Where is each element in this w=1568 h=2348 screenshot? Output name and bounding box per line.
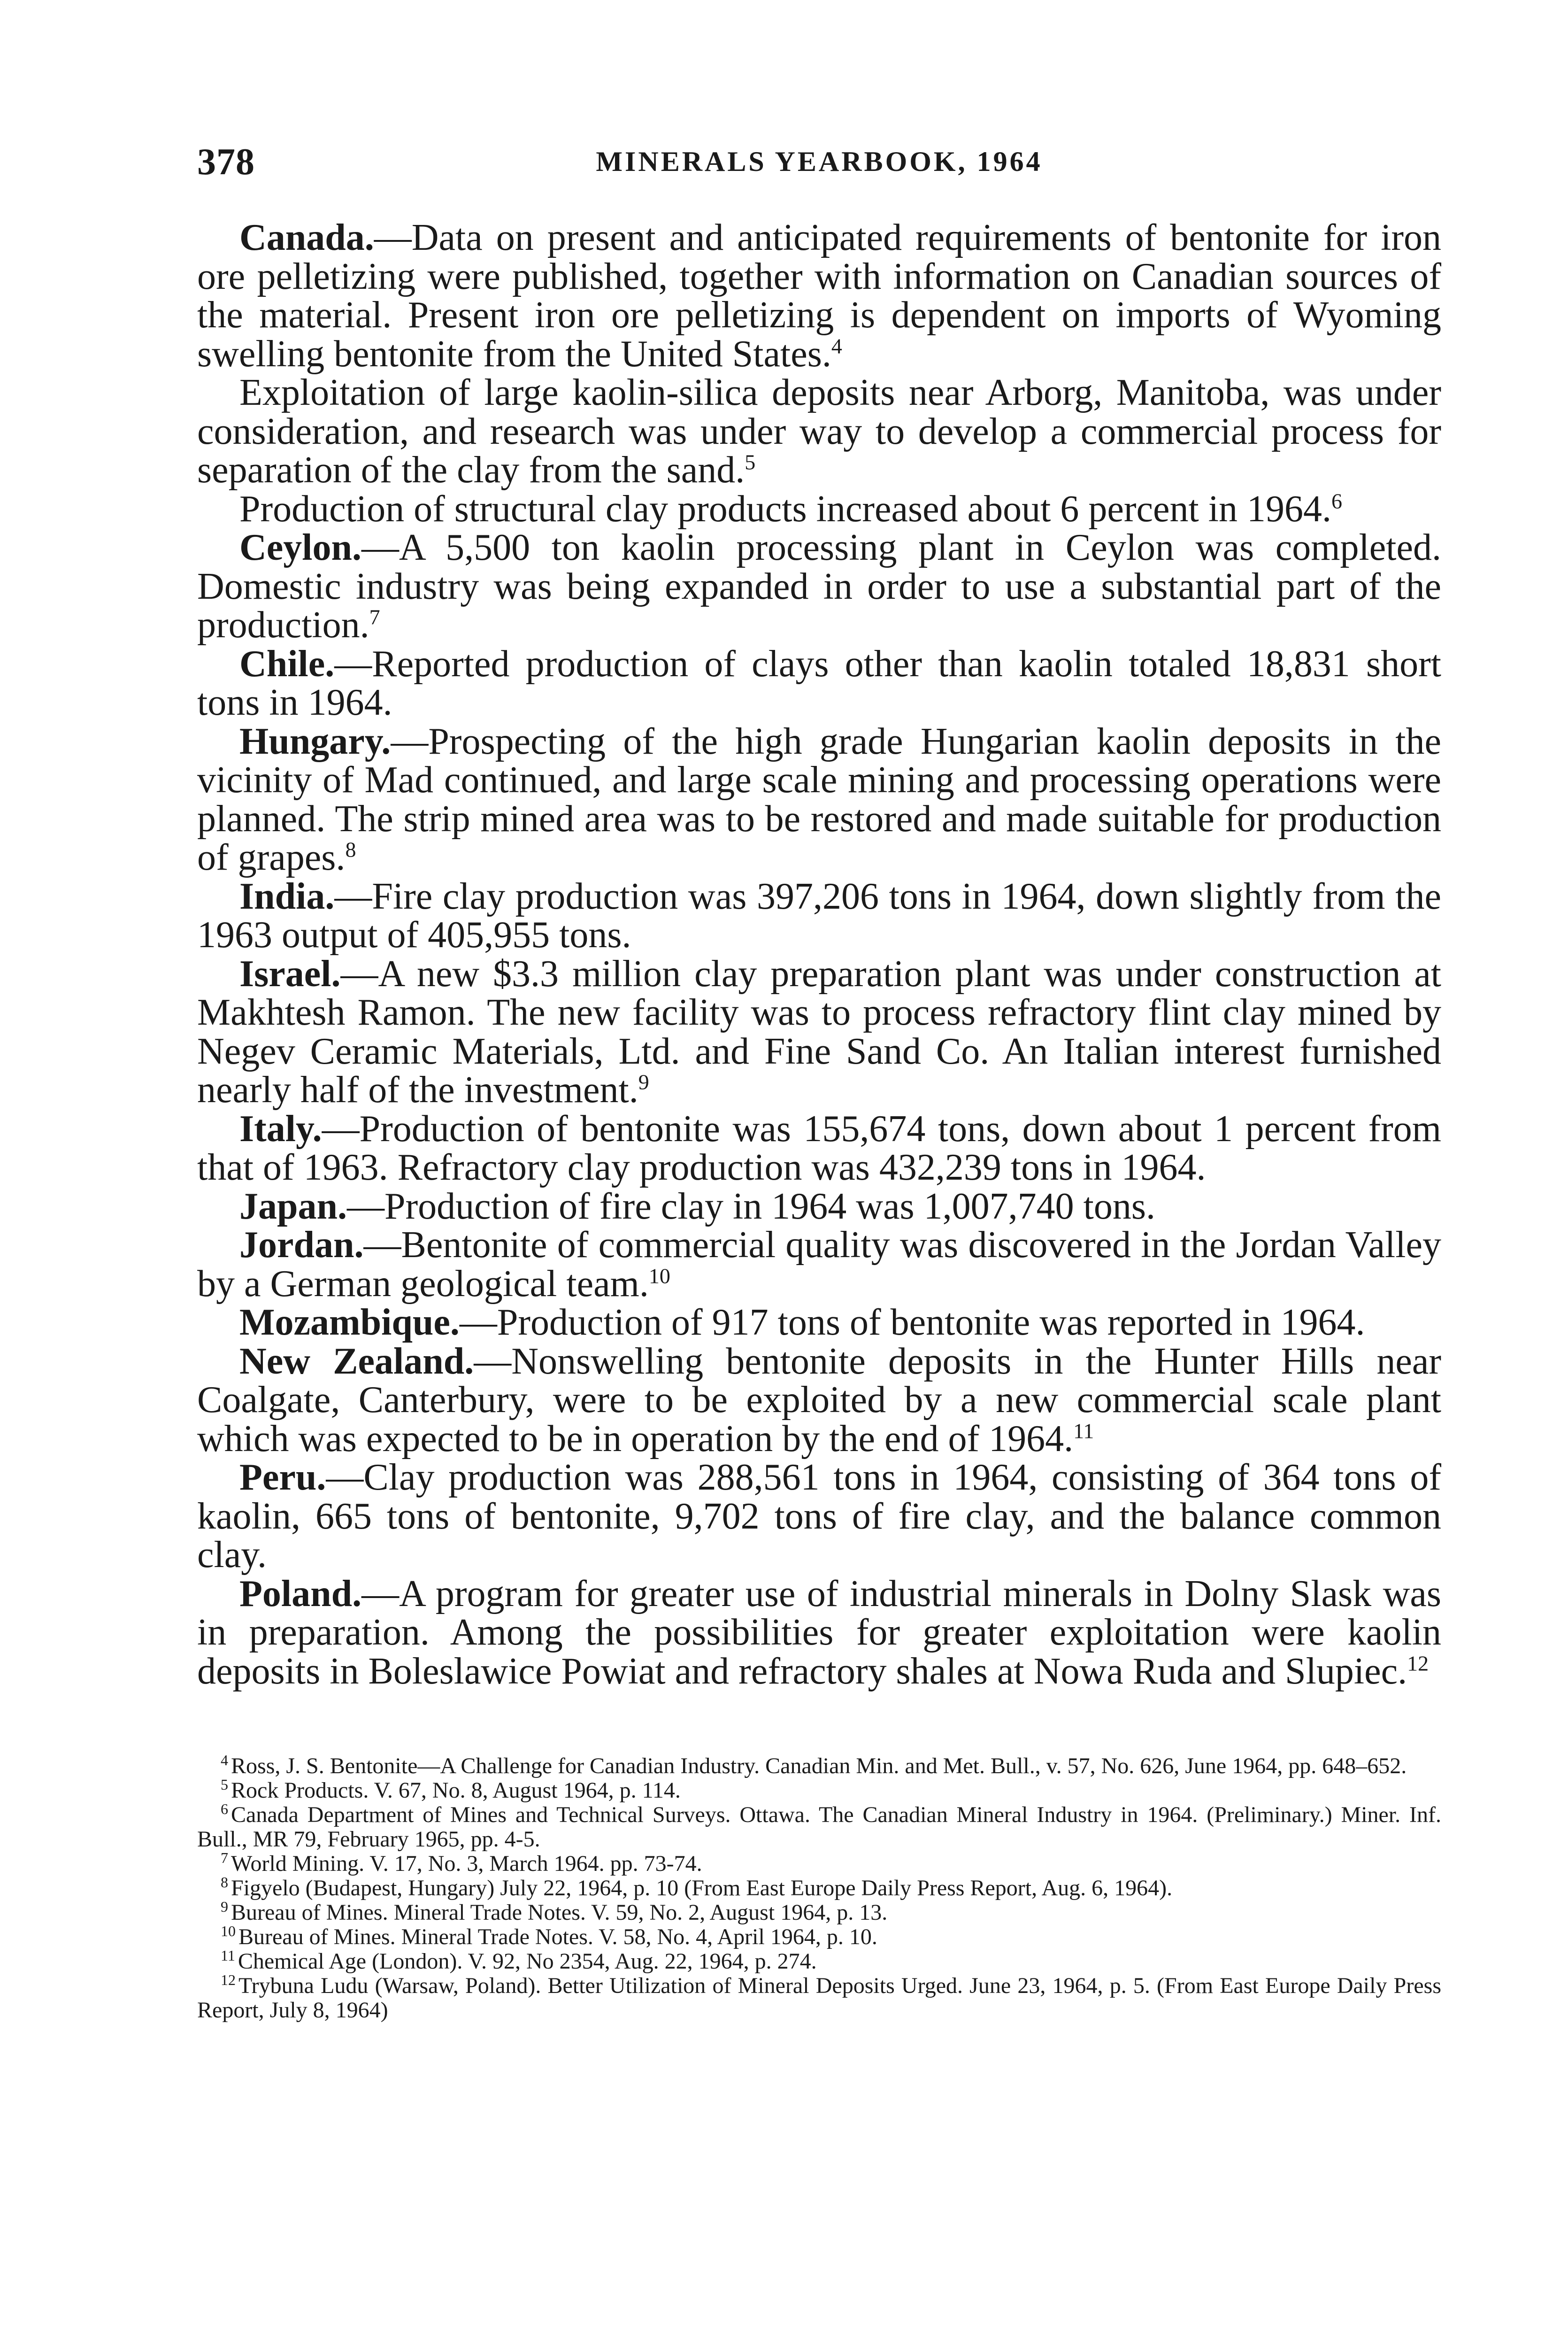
footnote (197, 1849, 1441, 1876)
footnote-number: 11 (221, 1947, 235, 1964)
footnote-text: Bureau of Mines. Mineral Trade Notes. V. 59, No. 2, August 1964, p. 13. (231, 1900, 888, 1925)
country-heading: Peru. (239, 1457, 326, 1498)
paragraph-new-zealand (197, 1342, 1441, 1459)
footnote-text: Trybuna Ludu (Warsaw, Poland). Better Utilization of Mineral Deposits Urged. June 23, 1964, p. 5. (From East Europe Daily Press Report, July 8, 1964) (197, 1973, 1441, 2023)
footnote-ref: 5 (745, 450, 756, 474)
country-heading: Poland. (239, 1573, 362, 1614)
paragraph-canada-kaolin (197, 373, 1441, 490)
footnote-ref: 11 (1073, 1418, 1094, 1443)
paragraph-text: —Clay production was 288,561 tons in 1964, consisting of 364 tons of kaolin, 665 tons of bentonite, 9,702 tons of fire clay, and the balance common clay. (197, 1457, 1441, 1576)
footnote-text: World Mining. V. 17, No. 3, March 1964. pp. 73-74. (231, 1851, 702, 1876)
footnote (197, 1900, 1441, 1925)
footnote-number: 7 (221, 1849, 228, 1866)
footnote-ref: 12 (1407, 1651, 1429, 1675)
footnote-text: Chemical Age (London). V. 92, No 2354, Aug. 22, 1964, p. 274. (238, 1949, 817, 1974)
paragraph-text: —Data on present and anticipated requirements of bentonite for iron ore pelletizing were published, together with information on Canadian sources of the material. Present iron ore pelletizing is dependent on imports of Wyoming swelling bentonite from the United States. (197, 217, 1441, 375)
paragraph-text: —Production of 917 tons of bentonite was reported in 1964. (459, 1302, 1365, 1343)
footnote-ref: 10 (648, 1263, 670, 1288)
country-heading: Mozambique. (239, 1302, 460, 1343)
paragraph-text: —Reported production of clays other than kaolin totaled 18,831 short tons in 1964. (197, 643, 1441, 723)
footnote (197, 1876, 1441, 1900)
footnote-number: 10 (221, 1923, 236, 1939)
page (197, 141, 1441, 2023)
footnote (197, 1778, 1441, 1803)
paragraph-text: —Prospecting of the high grade Hungarian kaolin deposits in the vicinity of Mad continued, and large scale mining and processing operations were planned. The strip mined area was to be restored and made suitable for production of grapes. (197, 720, 1441, 878)
paragraph-text: —A program for greater use of industrial minerals in Dolny Slask was in preparation. Among the possibilities for greater exploitation were kaolin deposits in Boleslawice Powiat and refractory shales at Nowa Ruda and Slupiec. (197, 1573, 1441, 1692)
paragraph-ceylon (197, 528, 1441, 645)
paragraph-japan (197, 1187, 1441, 1226)
paragraph-text: —Fire clay production was 397,206 tons in 1964, down slightly from the 1963 output of 405,955 tons. (197, 875, 1441, 956)
footnote-ref: 9 (638, 1070, 649, 1094)
paragraph-text: Exploitation of large kaolin-silica deposits near Arborg, Manitoba, was under consideration, and research was under way to develop a commercial process for separation of the clay from the sand. (197, 372, 1441, 491)
paragraph-israel (197, 955, 1441, 1110)
footnote-number: 5 (221, 1776, 228, 1793)
footnote-ref: 7 (369, 605, 380, 629)
paragraph-text: —Production of bentonite was 155,674 tons, down about 1 percent from that of 1963. Refractory clay production was 432,239 tons in 1964. (197, 1108, 1441, 1188)
paragraph-mozambique (197, 1303, 1441, 1342)
paragraph-italy (197, 1110, 1441, 1187)
country-heading: Ceylon. (239, 527, 361, 568)
page-header-title: MINERALS YEARBOOK, 1964 (596, 146, 1043, 177)
footnote (197, 1800, 1441, 1852)
country-heading: Hungary. (239, 720, 391, 762)
footnote (197, 1971, 1441, 2023)
footnote-number: 12 (221, 1971, 236, 1988)
footnote-ref: 6 (1331, 488, 1342, 513)
country-heading: Canada. (239, 217, 374, 258)
paragraph-text: —Nonswelling bentonite deposits in the Hunter Hills near Coalgate, Canterbury, were to be exploited by a new commercial scale plant which was expected to be in operation by the end of 1964. (197, 1340, 1442, 1460)
paragraph-text: Production of structural clay products increased about 6 percent in 1964. (239, 488, 1331, 530)
country-heading: Italy. (239, 1108, 322, 1150)
paragraph-text: —Bentonite of commercial quality was discovered in the Jordan Valley by a German geological team. (197, 1224, 1441, 1305)
footnote-number: 8 (221, 1874, 228, 1891)
footnote-ref: 4 (831, 333, 842, 358)
paragraph-text: —Production of fire clay in 1964 was 1,007,740 tons. (346, 1185, 1155, 1227)
country-heading: Jordan. (239, 1224, 364, 1266)
footnote (197, 1949, 1441, 1974)
country-heading: India. (239, 875, 335, 917)
footnote-text: Canada Department of Mines and Technical Surveys. Ottawa. The Canadian Mineral Industry in 1964. (Preliminary.) Miner. Inf. Bull., MR 79, February 1965, pp. 4-5. (197, 1802, 1441, 1852)
paragraph-canada-structural (197, 490, 1441, 529)
paragraph-jordan (197, 1226, 1441, 1303)
footnote-text: Rock Products. V. 67, No. 8, August 1964, p. 114. (231, 1778, 681, 1803)
paragraph-peru (197, 1458, 1441, 1575)
body-text (197, 218, 1441, 1691)
paragraph-text: —A new $3.3 million clay preparation plant was under construction at Makhtesh Ramon. The new facility was to process refractory flint clay mined by Negev Ceramic Materials, Ltd. and Fine Sand Co. An Italian interest furnished nearly half of the investment. (197, 953, 1441, 1111)
running-head (197, 141, 1441, 193)
paragraph-canada (197, 218, 1441, 373)
footnote-number: 4 (221, 1752, 228, 1769)
paragraph-hungary (197, 722, 1441, 877)
paragraph-text: —A 5,500 ton kaolin processing plant in Ceylon was completed. Domestic industry was being expanded in order to use a substantial part of the production. (197, 527, 1441, 646)
footnote (197, 1925, 1441, 1949)
country-heading: Israel. (239, 953, 341, 995)
country-heading: Japan. (239, 1185, 347, 1227)
paragraph-india (197, 877, 1441, 955)
paragraph-chile (197, 645, 1441, 722)
footnote-text: Bureau of Mines. Mineral Trade Notes. V. 58, No. 4, April 1964, p. 10. (238, 1924, 877, 1949)
footnote (197, 1754, 1441, 1778)
footnote-text: Figyelo (Budapest, Hungary) July 22, 1964, p. 10 (From East Europe Daily Press Report, Aug. 6, 1964). (231, 1876, 1173, 1900)
footnote-number: 9 (221, 1898, 228, 1915)
footnote-text: Ross, J. S. Bentonite—A Challenge for Canadian Industry. Canadian Min. and Met. Bull., v. 57, No. 626, June 1964, pp. 648–652. (231, 1753, 1407, 1778)
paragraph-poland (197, 1575, 1441, 1691)
footnote-number: 6 (221, 1800, 228, 1817)
page-number: 378 (197, 141, 255, 183)
footnotes (197, 1754, 1441, 2023)
country-heading: Chile. (239, 643, 335, 685)
footnote-ref: 8 (345, 837, 356, 862)
country-heading: New Zealand. (239, 1340, 474, 1382)
